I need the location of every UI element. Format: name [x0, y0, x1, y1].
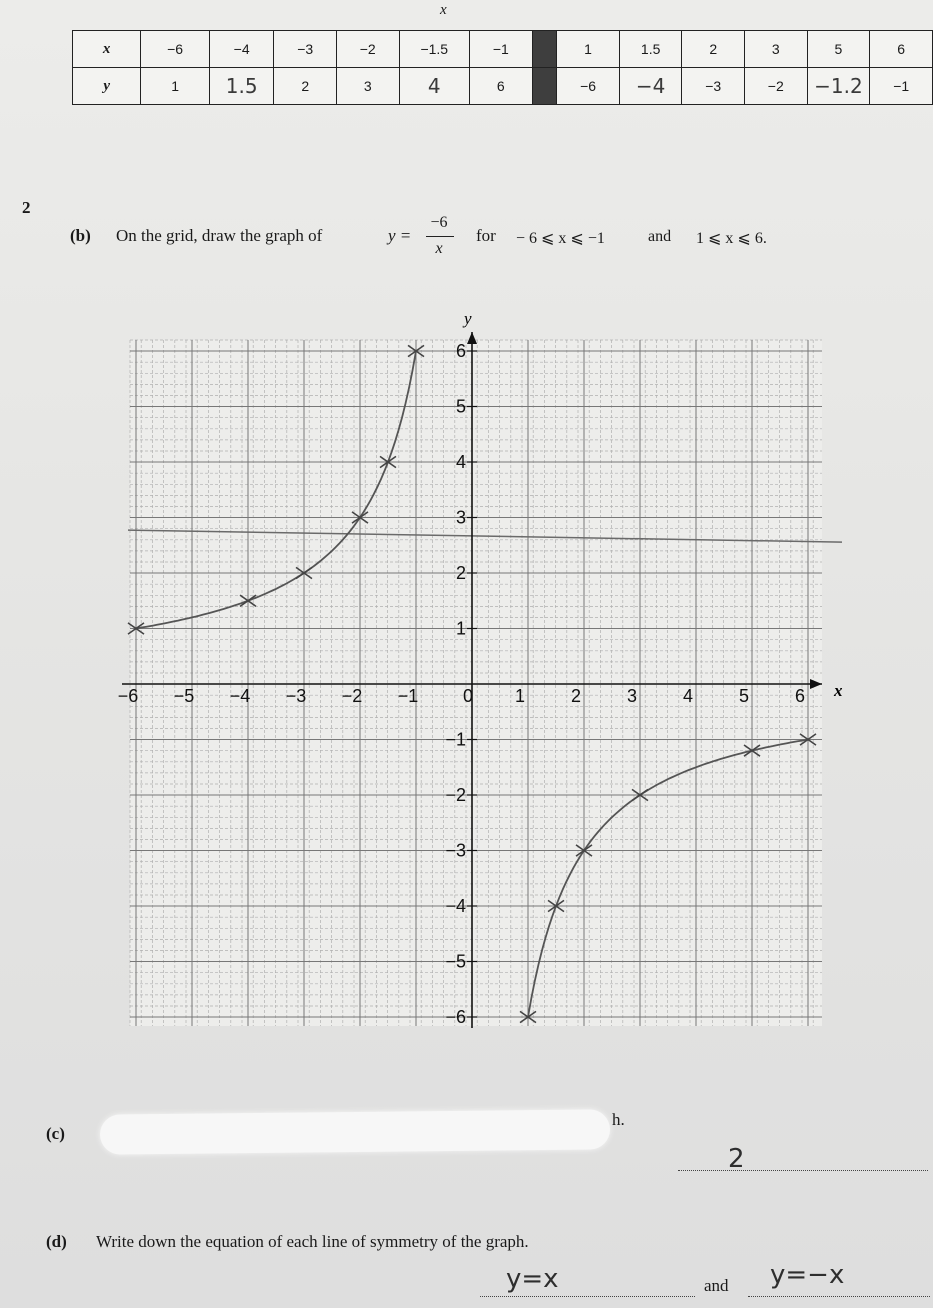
y-tick-label: 2	[455, 563, 466, 583]
y-cell: 2	[274, 68, 337, 105]
x-cell: 1	[557, 31, 620, 68]
x-cell: 3	[745, 31, 808, 68]
y-cell: −1	[870, 68, 933, 105]
x-tick-label: 5	[738, 686, 750, 706]
x-tick-label: −1	[397, 686, 419, 706]
x-cell: 6	[870, 31, 933, 68]
x-tick-label: 3	[626, 686, 638, 706]
part-b-text: On the grid, draw the graph of	[116, 226, 323, 245]
x-tick-label: 2	[570, 686, 582, 706]
part-d-label: (d)	[46, 1232, 67, 1251]
x-cell: 5	[807, 31, 870, 68]
x-cell: −3	[274, 31, 337, 68]
range-1: − 6 ⩽ x ⩽ −1	[516, 230, 605, 247]
y-tick-label: 6	[455, 341, 466, 361]
y-cell: 1.5	[209, 68, 274, 105]
x-tick-label: −5	[173, 686, 195, 706]
whiteout-cover	[100, 1109, 610, 1154]
x-cell: −1	[470, 31, 533, 68]
y-tick-label: 3	[455, 507, 466, 528]
answer-c: 2	[728, 1144, 745, 1174]
y-tick-label: 5	[455, 396, 466, 417]
and-text: and	[648, 228, 672, 245]
x-tick-label: −3	[285, 686, 307, 706]
x-axis-label: x	[834, 681, 843, 700]
answer-line-c	[678, 1170, 928, 1171]
y-tick-label: −5	[445, 951, 466, 972]
y-tick-label: −2	[445, 785, 466, 805]
part-c-tail: h.	[612, 1110, 625, 1129]
x-tick-label: −6	[117, 686, 139, 706]
y-cell: 6	[470, 68, 533, 105]
y-tick-label: 4	[455, 452, 466, 472]
fraction-numerator: −6	[430, 214, 448, 231]
x-tick-label: −4	[229, 686, 251, 706]
x-cell: −1.5	[399, 31, 470, 68]
question-number: 2	[22, 198, 31, 217]
answer-line-d2	[748, 1296, 930, 1297]
grid-background	[130, 340, 822, 1026]
x-cell: 2	[682, 31, 745, 68]
x-cell: −6	[141, 31, 209, 68]
y-axis-label: y	[464, 309, 472, 328]
x-cell: −4	[209, 31, 274, 68]
part-d-text: Write down the equation of each line of symmetry of the graph.	[96, 1232, 529, 1251]
x-tick-label: 6	[794, 686, 806, 706]
header-fragment: x	[440, 2, 447, 18]
y-equals: y =	[388, 226, 412, 245]
y-cell: 1	[141, 68, 209, 105]
y-header: y	[73, 68, 141, 105]
x-header: x	[73, 31, 141, 68]
x-tick-label: 1	[514, 686, 526, 706]
y-tick-label: 1	[455, 618, 466, 639]
x-cell: −2	[336, 31, 399, 68]
y-cell: −4	[619, 68, 682, 105]
y-tick-label: −6	[445, 1007, 466, 1027]
y-tick-label: −1	[445, 729, 466, 750]
y-cell: 3	[336, 68, 399, 105]
x-tick-label: 0	[462, 686, 474, 706]
answer-and: and	[704, 1276, 729, 1295]
y-cell: −3	[682, 68, 745, 105]
x-tick-label: −2	[341, 686, 363, 706]
x-cell: 1.5	[619, 31, 682, 68]
y-cell: −2	[745, 68, 808, 105]
range-2: 1 ⩽ x ⩽ 6.	[696, 230, 767, 247]
y-cell: −1.2	[807, 68, 870, 105]
answer-line-d1	[480, 1296, 695, 1297]
part-c-label: (c)	[46, 1124, 65, 1143]
part-b-label: (b)	[70, 226, 91, 245]
y-tick-label: −4	[445, 896, 466, 916]
x-tick-label: 4	[682, 686, 694, 706]
y-axis-arrow	[467, 332, 477, 344]
answer-d2: y=−x	[770, 1260, 845, 1290]
y-cell: −6	[557, 68, 620, 105]
fraction-denominator: x	[435, 240, 443, 257]
y-tick-label: −3	[445, 840, 466, 861]
y-cell: 4	[399, 68, 470, 105]
for-text: for	[476, 226, 496, 245]
answer-d1: y=x	[506, 1264, 559, 1294]
